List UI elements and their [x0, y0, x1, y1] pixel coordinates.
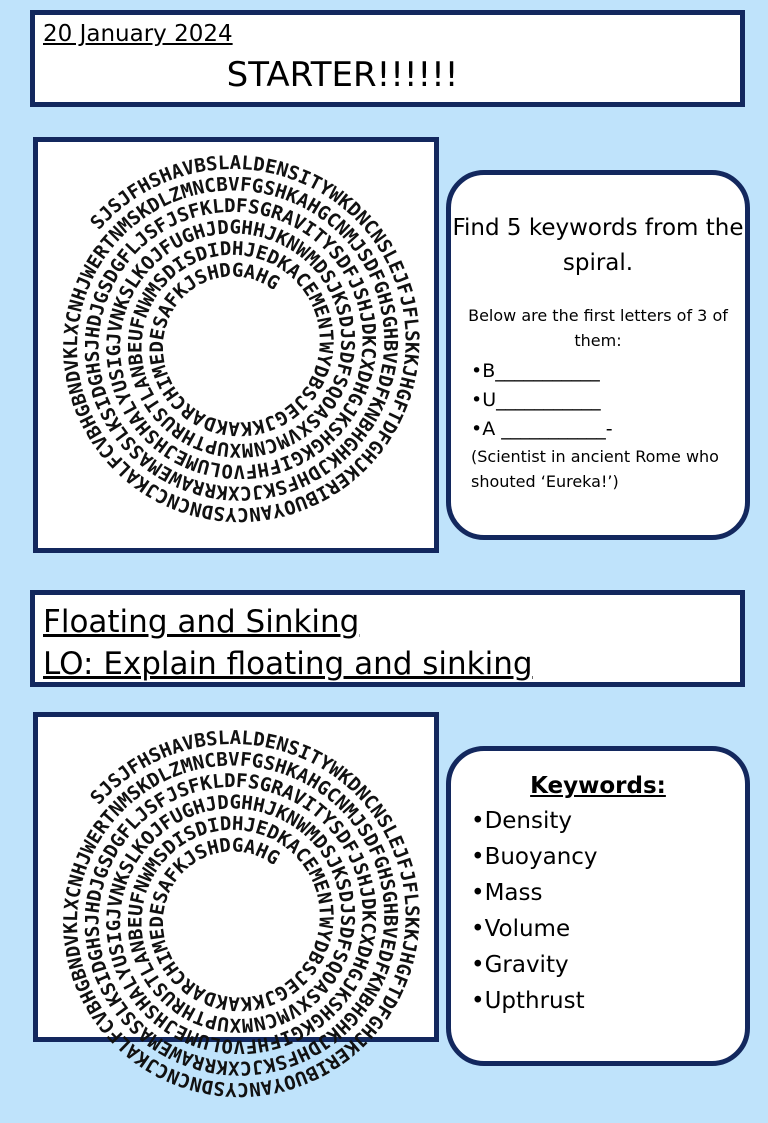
task-title: Find 5 keywords from the spiral. — [452, 215, 744, 276]
task-item-a-note: (Scientist in ancient Rome who shouted ‘Eureka!’) — [471, 447, 719, 491]
keywords-list — [451, 803, 745, 1019]
spiral-letters-1: SJSJFHSHAVBSLALDENSITYWKDNCNSLEJFJFLSKKJHGFTDFGHJKERIBUOYANCYSDNCNCJKALFCVBHGBNDVKLXCNHJWERTNMSKDLZMNCBVFGSHKAHGCNMJSDFGHSGHBVEDFKNBHGHKJDHFSKJCXKRRAWEMASSLKSIDGHSJHDJGSDGFLJSFJSFKLDFSGRAVITYSDFJSHJDKCXDHGJKSHGKGIFHFVOLUMEJHSHALYUSIGJVNKSLKOJFUGHJDGHHJKNWMDSJKSDJSDFSQOASXVMCNMXUPTHRUSTLANBEUFNWMSDISDIDHJEDKACEMENTWYDBSJEGJKKAKDARCHIMEDESAFKJSHDGAHG — [59, 151, 423, 526]
word-spiral-1 — [33, 137, 439, 553]
spiral-graphic-2 — [38, 717, 434, 1123]
date-label: 20 January 2024 — [43, 21, 233, 47]
task-item-a-blank: •A ___________- — [471, 418, 613, 440]
svg-text:SJSJFHSHAVBSLALDENSITYWKDNCNSL — [60, 727, 423, 1100]
word-spiral-2 — [33, 712, 439, 1101]
keyword-item: •Buoyancy — [471, 844, 598, 870]
keywords-title: Keywords: — [530, 773, 666, 799]
keywords-bubble — [446, 746, 750, 1066]
lesson-title: Floating and Sinking — [43, 604, 360, 640]
keyword-item: •Gravity — [471, 952, 569, 978]
keyword-item: •Volume — [471, 916, 571, 942]
task-item-a — [471, 415, 745, 444]
task-list — [451, 357, 745, 494]
starter-heading: STARTER!!!!!! — [226, 55, 459, 95]
keyword-item: •Upthrust — [471, 988, 585, 1014]
task-item-b: •B___________ — [471, 360, 600, 382]
spiral-graphic-1 — [38, 142, 434, 548]
starter-task-bubble — [446, 170, 750, 540]
lesson-title-box — [30, 590, 745, 687]
keyword-item: •Density — [471, 808, 573, 834]
keyword-item: •Mass — [471, 880, 543, 906]
header-box — [30, 10, 745, 107]
task-subtitle: Below are the first letters of 3 of them: — [468, 306, 728, 350]
spiral-letters-2: SJSJFHSHAVBSLALDENSITYWKDNCNSLEJFJFLSKKJHGFTDFGHJKERIBUOYANCYSDNCNCJKALFCVBHGBNDVKLXCNHJWERTNMSKDLZMNCBVFGSHKAHGCNMJSDFGHSGHBVEDFKNBHGHKJDHFSKJCXKRRAWEMASSLKSIDGHSJHDJGSDGFLJSFJSFKLDFSGRAVITYSDFJSHJDKCXDHGJKSHGKGIFHFVOLUMEJHSHALYUSIGJVNKSLKOJFUGHJDGHHJKNWMDSJKSDJSDFSQOASXVMCNMXUPTHRUSTLANBEUFNWMSDISDIDHJEDKACEMENTWYDBSJEGJKKAKDARCHIMEDESAFKJSHDGAHG — [59, 726, 423, 1101]
lesson-objective: LO: Explain floating and sinking — [43, 646, 533, 682]
task-item-u: •U___________ — [471, 389, 601, 411]
svg-text:SJSJFHSHAVBSLALDENSITYWKDNCNSL — [60, 152, 423, 525]
